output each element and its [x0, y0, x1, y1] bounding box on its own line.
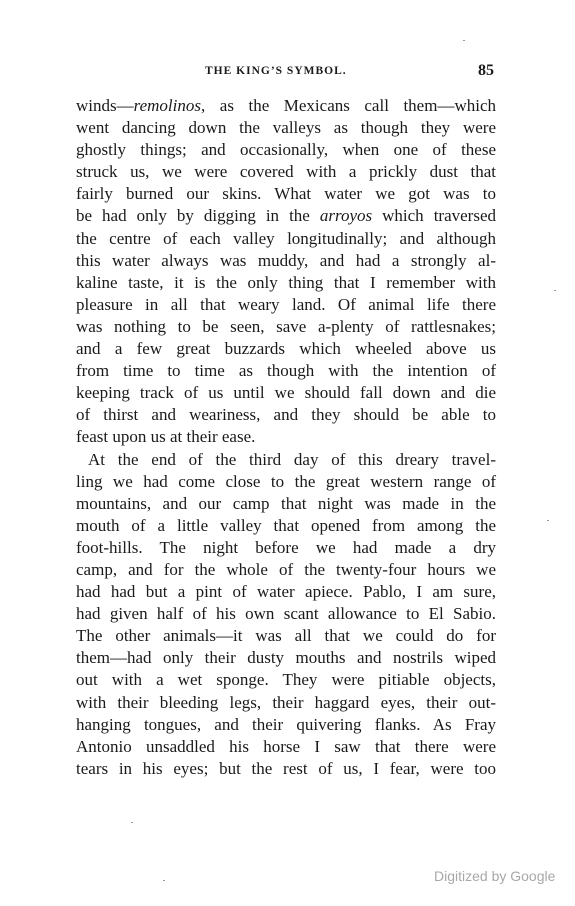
body-text: [76, 95, 496, 780]
text-line: went dancing down the valleys as though they were: [76, 118, 496, 138]
text-line: kaline taste, it is the only thing that I remember with: [76, 272, 496, 292]
text-line: mouth of a little valley that opened from among the: [76, 515, 496, 535]
text-line: pleasure in all that weary land. Of animal life there: [76, 294, 496, 314]
text-line: fairly burned our skins. What water we got was to: [76, 184, 496, 204]
text-line: with their bleeding legs, their haggard eyes, their out-: [76, 692, 496, 712]
scan-speck: [131, 822, 133, 823]
text-line: had given half of his own scant allowance to El Sabio.: [76, 604, 496, 624]
text-line: was nothing to be seen, save a-plenty of rattlesnakes;: [76, 316, 496, 336]
text-line: hanging tongues, and their quivering flanks. As Fray: [76, 714, 496, 734]
text-line: Antonio unsaddled his horse I saw that there were: [76, 736, 496, 756]
text-line: ghostly things; and occasionally, when one of these: [76, 140, 496, 160]
text-line: tears in his eyes; but the rest of us, I fear, were too: [76, 758, 496, 778]
text-line: had had but a pint of water apiece. Pablo, I am sure,: [76, 582, 496, 602]
text-line: this water always was muddy, and had a strongly al-: [76, 250, 496, 270]
text-line: At the end of the third day of this dreary travel-: [88, 449, 496, 469]
page-header: [0, 62, 575, 82]
text-line: struck us, we were covered with a prickly dust that: [76, 162, 496, 182]
scan-speck: [463, 40, 465, 41]
text-line: winds—remolinos, as the Mexicans call them—which: [76, 96, 496, 115]
text-line: the centre of each valley longitudinally; and although: [76, 228, 496, 248]
text-line: from time to time as though with the intention of: [76, 361, 496, 381]
text-line: foot-hills. The night before we had made a dry: [76, 537, 496, 557]
text-line: them—had only their dusty mouths and nostrils wiped: [76, 648, 496, 668]
text-line: keeping track of us until we should fall down and die: [76, 383, 496, 403]
text-line: feast upon us at their ease.: [76, 427, 256, 447]
scan-speck: [163, 880, 165, 881]
text-line: The other animals—it was all that we could do for: [76, 626, 496, 646]
text-line: out with a wet sponge. They were pitiable objects,: [76, 670, 496, 690]
text-line: of thirst and weariness, and they should be able to: [76, 405, 496, 425]
digitized-watermark: Digitized by Google: [434, 868, 556, 884]
text-line: and a few great buzzards which wheeled above us: [76, 339, 496, 359]
running-head: THE KING’S SYMBOL.: [205, 65, 347, 77]
text-line: camp, and for the whole of the twenty-four hours we: [76, 559, 496, 579]
page-number: 85: [478, 62, 494, 79]
text-line: ling we had come close to the great western range of: [76, 471, 496, 491]
text-line: be had only by digging in the arroyos which traversed: [76, 206, 496, 226]
scan-speck: [554, 290, 556, 291]
text-line: mountains, and our camp that night was made in the: [76, 493, 496, 513]
scan-speck: [547, 520, 549, 521]
